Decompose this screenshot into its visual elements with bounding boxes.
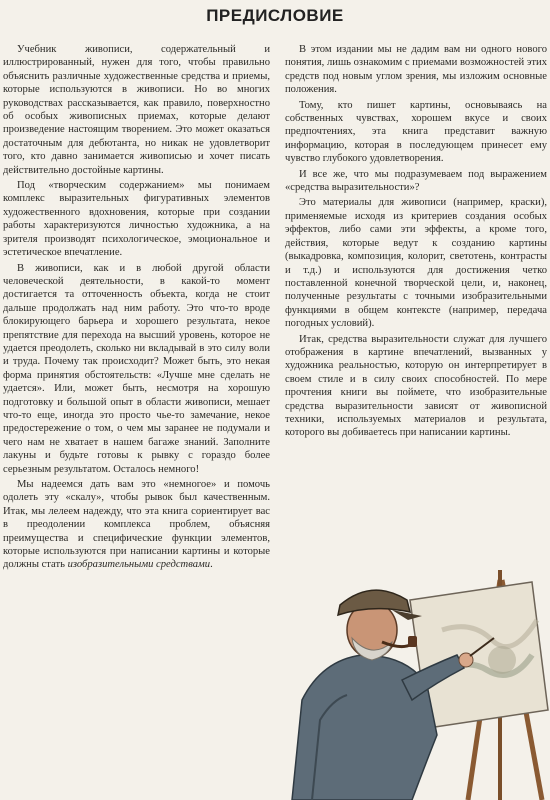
paragraph-text: Мы надеемся дать вам это «немногое» и помочь одолеть эту «скалу», чтобы рывок был качественным. Итак, мы лелеем надежду, что эта книга сориентирует вас в преодолении комплекса проблем, объясняя преимущества и специфические функции элементов, которые используются при написании картины и которые должны стать (3, 479, 270, 571)
paragraph: Под «творческим содержанием» мы понимаем комплекс выразительных фигуративных элементов художественного вдохновения, которые при создании работы характеризуются личностью художника, а на зрителя производят психологическое, эмоциональное и эстетическое впечатление. (3, 180, 270, 259)
paragraph: И все же, что мы подразумеваем под выражением «средства выразительности»? (285, 168, 547, 194)
paragraph (3, 478, 270, 572)
paragraph: В живописи, как и в любой другой области человеческой деятельности, в какой-то момент достигается та отточенность объекта, когда не стоит дальше продолжать над ним работу. Это что-то вроде блокирующего барьера и хорошего результата, некое препятствие для перехода на высший уровень, которое не удается преодолеть, сколько ни вкладывай в это силу воли и труда. Почему так происходит? Может быть, это некая форма принятия обстоятельств: «Лучше мне сделать не удается». Или, может быть, несмотря на хорошую подготовку и большой опыт в области живописи, мешает что-то еще, иногда это просто чье-то замечание, некое предостережение о том, о чем мы заранее не подумали и чего нам не хватает в нашем багаже знаний. Заполните лакуны и будьте готовы к рывку с гораздо более серьезным результатом. Осталось немного! (3, 262, 270, 475)
emphasized-term: изобразительными средствами (67, 559, 211, 571)
paragraph: Учебник живописи, содержательный и иллюстрированный, нужен для того, чтобы правильно объяснить различные художественные средства и приемы, которые используются в живописи. Но во многих руководствах рассказывается, как правило, поверхностно об особых живописных приемах, которые делают произведение настоящим творением. Это может оказаться достаточным для дебютанта, но никак не удовлетворит того, кто давно занимается живописью и хочет писать действительно достойные картины. (3, 44, 270, 176)
paragraph: Итак, средства выразительности служат для лучшего отображения в картине впечатлений, вызванных у художника реальностью, которую он интерпретирует в своем стиле и в силу своих способностей. По мере прочтения книги вы поймете, что изобразительные средства выразительности зависят от живописной техники, используемых материалов и результата, которого вы добиваетесь при написании картины. (285, 333, 547, 439)
painter-illustration (232, 560, 550, 800)
right-text-column (285, 43, 547, 442)
page-title: ПРЕДИСЛОВИЕ (206, 6, 344, 25)
left-text-column (3, 43, 270, 574)
paragraph: Это материалы для живописи (например, краски), применяемые исходя из критериев создания особых эффектов, либо сами эти эффекты, а кроме того, действия, которые ведут к созданию картины (выкадровка, композиция, колорит, светотень, контрасты и т.д.) и используются для достижения четко поставленной конечной творческой цели, и, наконец, полученные результаты с точными изобразительными функциями в общем контексте (например, передача погодных условий). (285, 197, 547, 330)
paragraph-end: . (210, 559, 213, 571)
paragraph: Тому, кто пишет картины, основываясь на собственных чувствах, хорошем вкусе и своих предпочтениях, эта книга представит важную информацию, которая в последующем принесет ему чувство глубокого удовлетворения. (285, 99, 547, 165)
paragraph: В этом издании мы не дадим вам ни одного нового понятия, лишь ознакомим с приемами возможностей этих средств под новым углом зрения, мы изложим основные положения. (285, 44, 547, 96)
